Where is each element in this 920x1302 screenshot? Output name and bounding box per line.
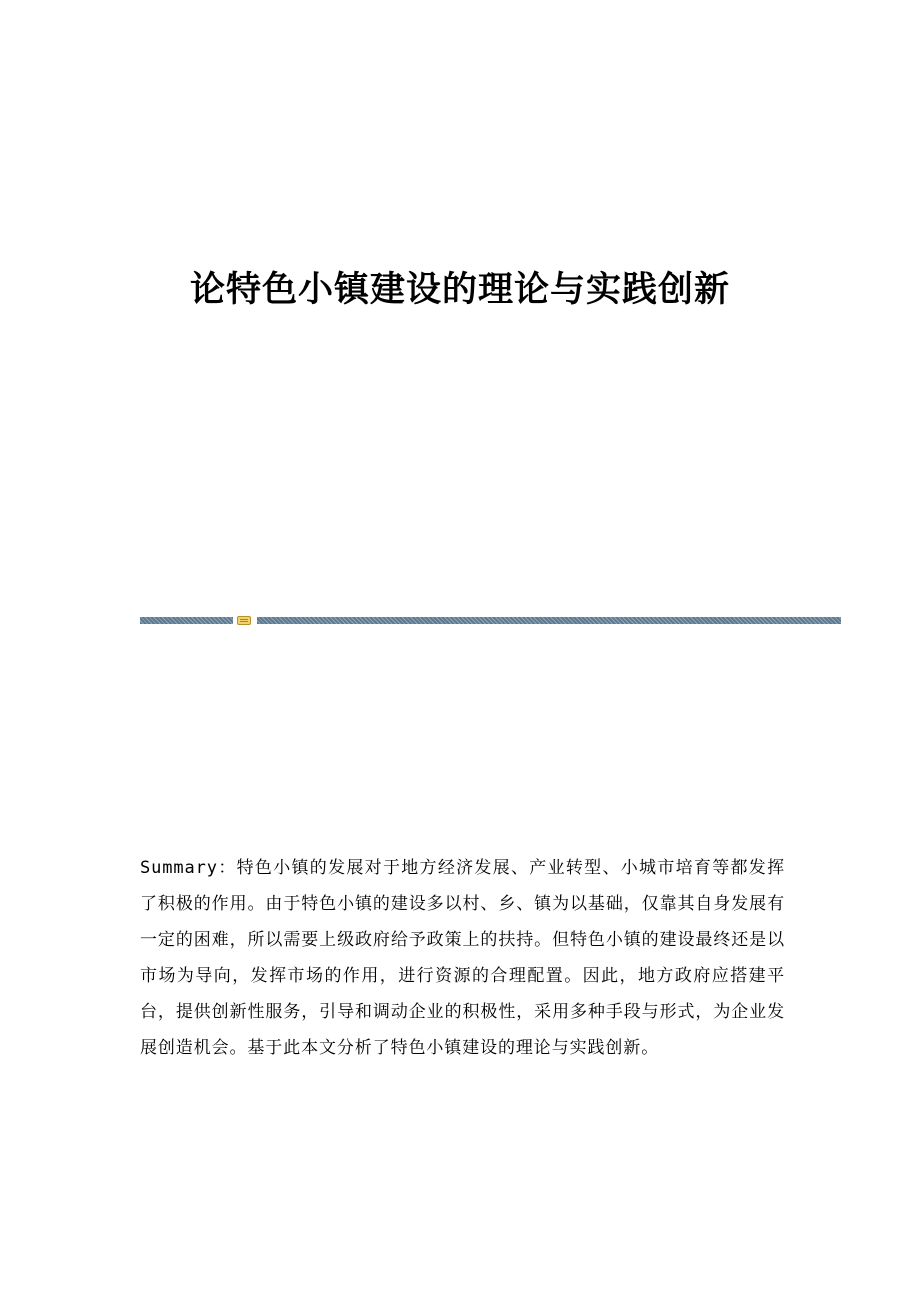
section-divider bbox=[140, 616, 841, 625]
page-title: 论特色小镇建设的理论与实践创新 bbox=[189, 269, 730, 310]
summary-text: 特色小镇的发展对于地方经济发展、产业转型、小城市培育等都发挥了积极的作用。由于特色小镇的建设多以村、乡、镇为以基础，仅靠其自身发展有一定的困难，所以需要上级政府给予政策上的扶持。但特色小镇的建设最终还是以市场为导向，发挥市场的作用，进行资源的合理配置。因此，地方政府应搭建平台，提供创新性服务，引导和调动企业的积极性，采用多种手段与形式，为企业发展创造机会。基于此本文分析了特色小镇建设的理论与实践创新。 bbox=[140, 858, 785, 1058]
divider-ornament-icon bbox=[237, 616, 251, 625]
summary-paragraph bbox=[140, 850, 785, 1066]
divider-bar-left bbox=[140, 617, 233, 624]
divider-bar-right bbox=[257, 617, 841, 624]
summary-label: Summary： bbox=[140, 858, 237, 878]
